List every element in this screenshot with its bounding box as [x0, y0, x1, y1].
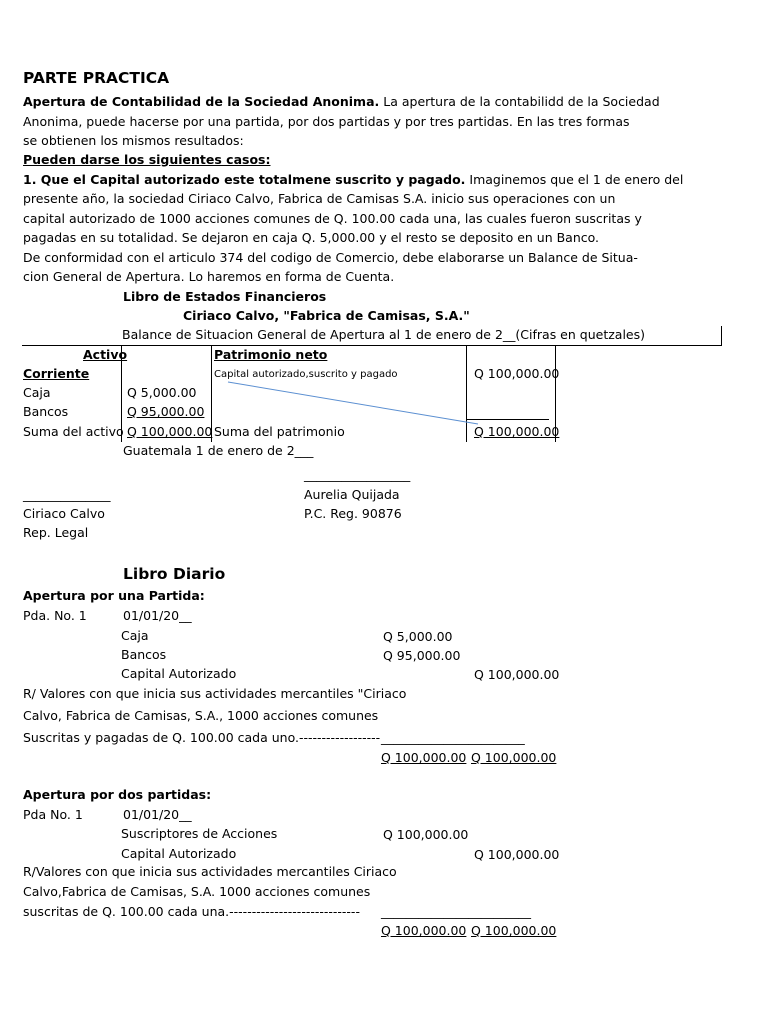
suma-patrimonio-amount: Q 100,000.00 [474, 424, 560, 439]
intro-line-3: se obtienen los mismos resultados: [23, 133, 244, 148]
entry2-capital-amount: Q 100,000.00 [474, 847, 560, 862]
capital-amount: Q 100,000.00 [474, 366, 560, 381]
corriente-label: Corriente [23, 366, 90, 381]
entry2-capital: Capital Autorizado [121, 846, 237, 861]
suma-activo-amount: Q 100,000.00 [127, 424, 213, 439]
entry1-total-debe: Q 100,000.00 [381, 750, 467, 765]
entry1-pda: Pda. No. 1 [23, 608, 87, 623]
entry2-total-debe: Q 100,000.00 [381, 923, 467, 938]
activo-header: Activo [83, 347, 128, 362]
entry1-date: 01/01/20__ [123, 608, 192, 623]
case1-line-5: De conformidad con el articulo 374 del codigo de Comercio, debe elaborarse un Balance de Situa- [23, 250, 638, 265]
case1-line-2: presente año, la sociedad Ciriaco Calvo, Fabrica de Camisas S.A. inicio sus operaciones con un [23, 191, 616, 206]
entry1-caja: Caja [121, 628, 149, 643]
signature-line-legal: ______________ [23, 487, 111, 502]
entry1-caja-amount: Q 5,000.00 [383, 629, 453, 644]
entry2-suscriptores: Suscriptores de Acciones [121, 826, 278, 841]
entry2-pda: Pda No. 1 [23, 807, 83, 822]
entry1-desc-1: R/ Valores con que inicia sus actividades mercantiles "Ciriaco [23, 686, 407, 701]
place-date: Guatemala 1 de enero de 2___ [123, 443, 314, 458]
balance-title: Balance de Situacion General de Apertura al 1 de enero de 2__(Cifras en quetzales) [122, 327, 645, 342]
entry2-rule: ________________________ [381, 904, 531, 919]
entry2-desc-1: R/Valores con que inicia sus actividades mercantiles Ciriaco [23, 864, 397, 879]
entry1-desc-3: Suscritas y pagadas de Q. 100.00 cada uno.------------------ [23, 730, 381, 745]
entry1-bancos: Bancos [121, 647, 167, 662]
caja-amount: Q 5,000.00 [127, 385, 197, 400]
entry2-suscriptores-amount: Q 100,000.00 [383, 827, 469, 842]
suma-patrimonio-label: Suma del patrimonio [214, 424, 345, 439]
diario-title: Libro Diario [123, 565, 226, 583]
entry1-rule: _______________________ [381, 730, 525, 745]
capital-label: Capital autorizado,suscrito y pagado [214, 369, 398, 380]
connector-line [228, 382, 478, 424]
entry1-heading: Apertura por una Partida: [23, 588, 205, 603]
balance-book-title: Libro de Estados Financieros [123, 289, 327, 304]
page-title: PARTE PRACTICA [23, 69, 170, 87]
case1-bold: 1. Que el Capital autorizado este totalmene suscrito y pagado. [23, 172, 466, 187]
entry1-capital-amount: Q 100,000.00 [474, 667, 560, 682]
intro-line-2: Anonima, puede hacerse por una partida, por dos partidas y por tres partidas. En las tres formas [23, 114, 630, 129]
accountant-name: Aurelia Quijada [304, 487, 400, 502]
bancos-label: Bancos [23, 404, 69, 419]
entry2-total-haber: Q 100,000.00 [471, 923, 557, 938]
case1-line-4: pagadas en su totalidad. Se dejaron en caja Q. 5,000.00 y el resto se deposito en un Banco. [23, 230, 600, 245]
entry2-date: 01/01/20__ [123, 807, 192, 822]
entry1-bancos-amount: Q 95,000.00 [383, 648, 461, 663]
accountant-reg: P.C. Reg. 90876 [304, 506, 402, 521]
intro-bold: Apertura de Contabilidad de la Sociedad Anonima. [23, 94, 380, 109]
entry1-capital: Capital Autorizado [121, 666, 237, 681]
bancos-amount: Q 95,000.00 [127, 404, 205, 419]
case1-line-3: capital autorizado de 1000 acciones comunes de Q. 100.00 cada una, las cuales fueron suscritas y [23, 211, 642, 226]
patrimonio-header: Patrimonio neto [214, 347, 328, 362]
caja-label: Caja [23, 385, 51, 400]
case1-rest: Imaginemos que el 1 de enero del [465, 172, 684, 187]
entry2-desc-3: suscritas de Q. 100.00 cada una.----------------------------- [23, 904, 360, 919]
signature-line-accountant: _________________ [304, 467, 411, 482]
case1-line-6: cion General de Apertura. Lo haremos en forma de Cuenta. [23, 269, 395, 284]
entry2-desc-2: Calvo,Fabrica de Camisas, S.A. 1000 acciones comunes [23, 884, 371, 899]
legal-name: Ciriaco Calvo [23, 506, 105, 521]
legal-role: Rep. Legal [23, 525, 89, 540]
cases-title: Pueden darse los siguientes casos: [23, 152, 271, 167]
entry1-total-haber: Q 100,000.00 [471, 750, 557, 765]
entry2-heading: Apertura por dos partidas: [23, 787, 212, 802]
balance-company: Ciriaco Calvo, "Fabrica de Camisas, S.A." [183, 308, 470, 323]
intro-rest: La apertura de la contabilidd de la Sociedad [379, 94, 660, 109]
entry1-desc-2: Calvo, Fabrica de Camisas, S.A., 1000 acciones comunes [23, 708, 379, 723]
suma-activo-label: Suma del activo [23, 424, 124, 439]
